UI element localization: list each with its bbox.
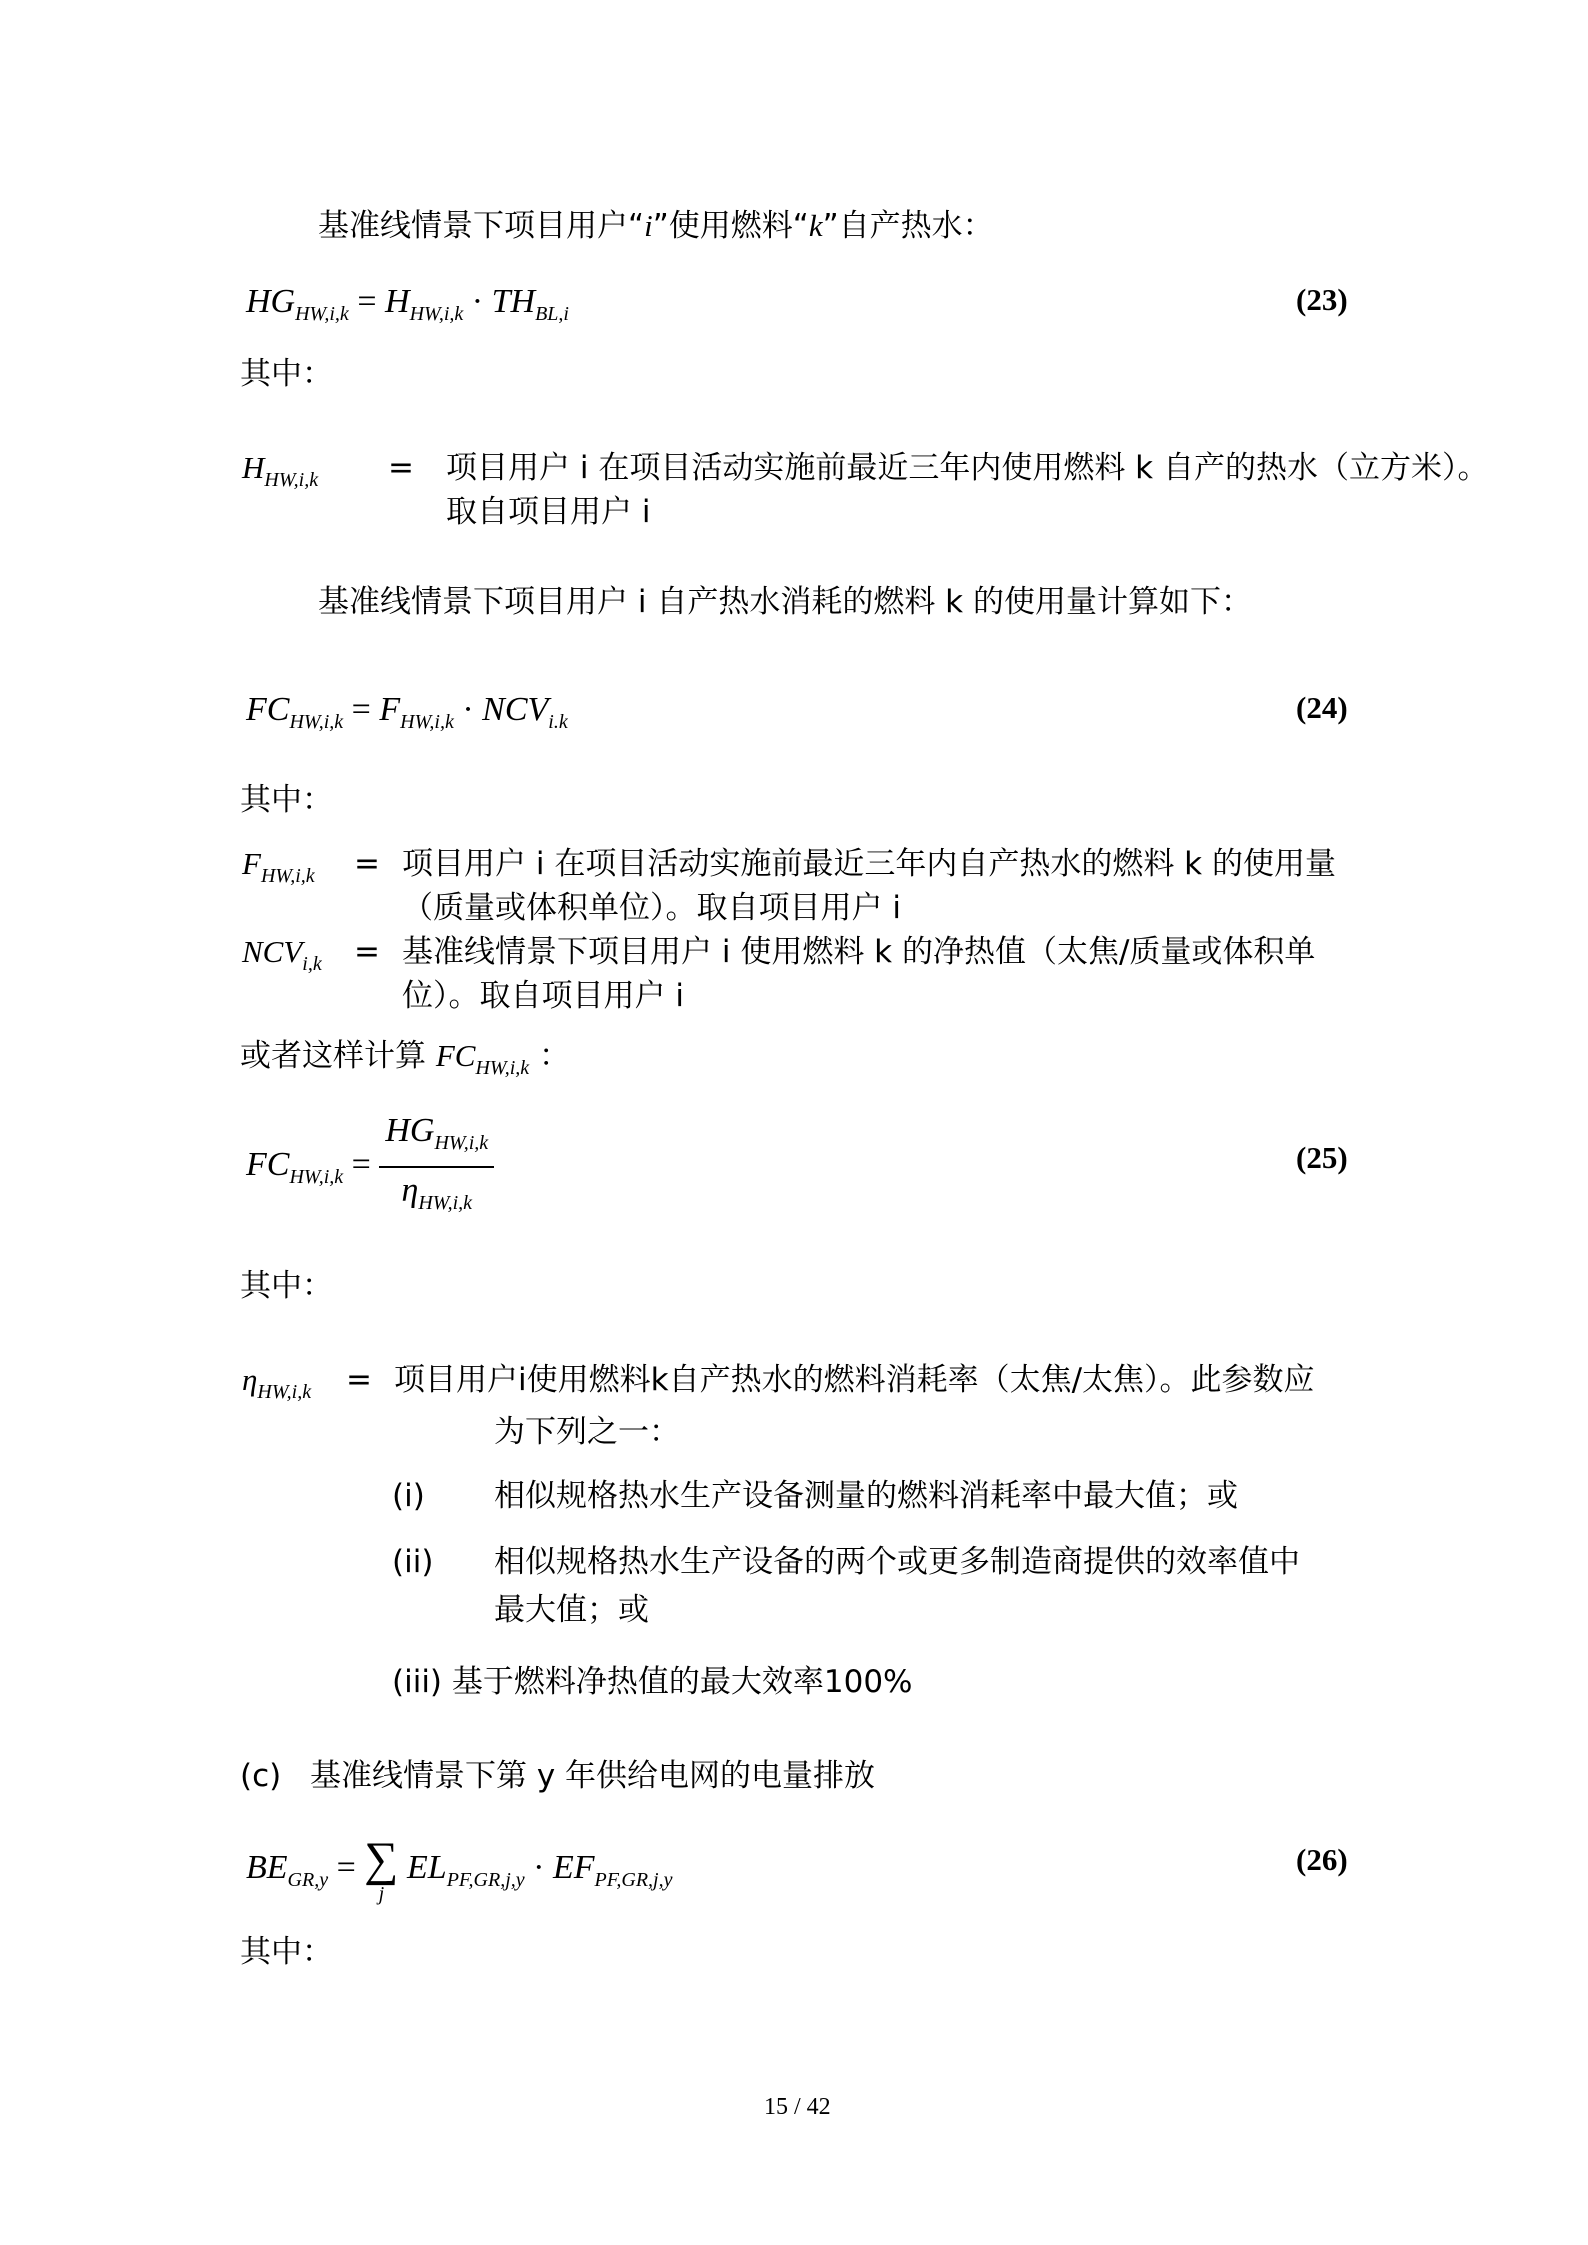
- equation-26: $BE_{GR,y}$ = ∑ j $EL_{PF,GR,j,y} \cdot EF_{PF,GR,j,y}$: [246, 1833, 673, 1905]
- option-text: 相似规格热水生产设备的两个或更多制造商提供的效率值中: [494, 1544, 1300, 1580]
- where-label: 其中：: [240, 1934, 333, 1970]
- section-c-marker: (c): [240, 1758, 282, 1794]
- def-NCV-line2: 位）。取自项目用户 i: [402, 978, 684, 1014]
- alt-calc-intro: 或者这样计算 $FC_{HW,i,k}$ ：: [240, 1038, 571, 1079]
- def-equals: =: [346, 1362, 372, 1398]
- def-eta-line1: 项目用户i使用燃料k自产热水的燃料消耗率（太焦/太焦）。此参数应: [394, 1362, 1315, 1398]
- def-symbol-NCV: $NCV_{i,k}$: [242, 934, 322, 975]
- def-F-line2: （质量或体积单位）。取自项目用户 i: [402, 890, 901, 926]
- def-symbol-F: $F_{HW,i,k}$: [242, 846, 315, 887]
- where-label: 其中：: [240, 782, 333, 818]
- def-symbol-eta: $\eta_{HW,i,k}$: [242, 1362, 312, 1403]
- equation-number-23: (23): [1296, 282, 1348, 317]
- def-eta-line2: 为下列之一：: [494, 1414, 680, 1450]
- equation-number-26: (26): [1296, 1842, 1348, 1877]
- intro-eq24: 基准线情景下项目用户 i 自产热水消耗的燃料 k 的使用量计算如下：: [318, 584, 1252, 620]
- page-number: 15 / 42: [764, 2094, 831, 2120]
- def-equals: =: [354, 846, 380, 882]
- def-NCV-line1: 基准线情景下项目用户 i 使用燃料 k 的净热值（太焦/质量或体积单: [402, 934, 1316, 970]
- option-text: 相似规格热水生产设备测量的燃料消耗率中最大值；或: [494, 1478, 1238, 1514]
- option-item: (iii) 基于燃料净热值的最大效率100%: [392, 1664, 913, 1700]
- equation-number-25: (25): [1296, 1140, 1348, 1175]
- option-marker: (i): [392, 1478, 425, 1514]
- intro-eq23: 基准线情景下项目用户“i”使用燃料“k”自产热水：: [318, 208, 994, 244]
- option-marker: (ii): [392, 1544, 434, 1580]
- def-equals: =: [388, 450, 414, 486]
- def-equals: =: [354, 934, 380, 970]
- def-H-line1: 项目用户 i 在项目活动实施前最近三年内使用燃料 k 自产的热水（立方米）。: [446, 450, 1489, 486]
- equation-25: $FC_{HW,i,k}$ = $\frac{HG_{HW,i,k}}{\eta_{HW,i,k}}$: [246, 1108, 494, 1226]
- section-c-heading: 基准线情景下第 y 年供给电网的电量排放: [310, 1758, 876, 1794]
- def-F-line1: 项目用户 i 在项目活动实施前最近三年内自产热水的燃料 k 的使用量: [402, 846, 1336, 882]
- def-symbol-H: $H_{HW,i,k}$: [242, 450, 319, 491]
- equation-24: $FC_{HW,i,k} = F_{HW,i,k} \cdot NCV_{i.k}$: [246, 691, 568, 733]
- equation-number-24: (24): [1296, 690, 1348, 725]
- where-label: 其中：: [240, 356, 333, 392]
- where-label: 其中：: [240, 1268, 333, 1304]
- sum-symbol: ∑ j: [364, 1833, 399, 1905]
- fraction: $\frac{HG_{HW,i,k}}{\eta_{HW,i,k}}$: [379, 1108, 494, 1226]
- option-text-continued: 最大值；或: [494, 1592, 649, 1628]
- equation-23: $HG_{HW,i,k} = H_{HW,i,k} \cdot TH_{BL,i}$: [246, 283, 569, 325]
- def-H-line2: 取自项目用户 i: [446, 494, 651, 530]
